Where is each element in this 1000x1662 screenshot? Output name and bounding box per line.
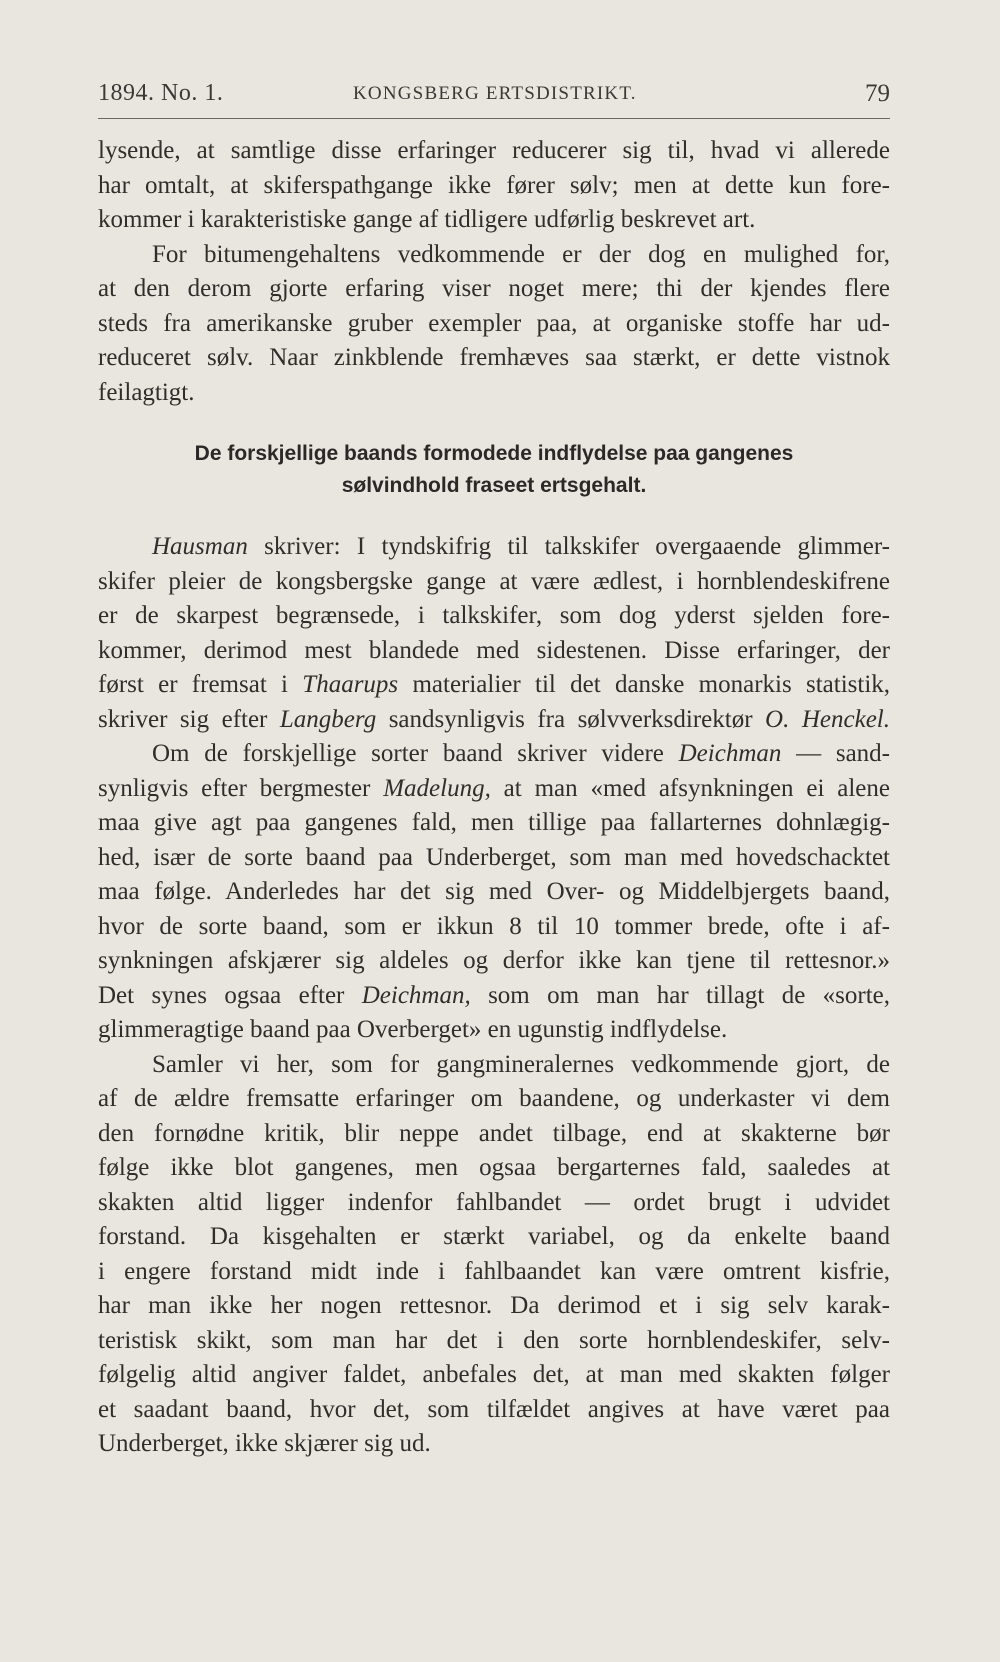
text-line: skakten altid ligger indenfor fahlbandet — ordet brugt i udvidet — [98, 1188, 890, 1216]
header-running-title: KONGSBERG ERTSDISTRIKT. — [353, 83, 637, 104]
header-rule — [98, 118, 890, 119]
text-line: reduceret sølv. Naar zinkblende fremhæves saa stærkt, er dette vistnok — [98, 344, 890, 371]
text-span: Om de forskjellige sorter baand skriver videre — [152, 740, 679, 767]
text-line: af de ældre fremsatte erfaringer om baandene, og underkaster vi dem — [98, 1085, 890, 1112]
text-line: steds fra amerikanske gruber exempler paa, at organiske stoffe har ud- — [98, 309, 890, 337]
text-line: For bitumengehaltens vedkommende er der dog en mulighed for, — [152, 240, 890, 268]
author-name: Madelung, — [383, 774, 491, 802]
text-line: hvor de sorte baand, som er ikkun 8 til 10 tommer brede, ofte i af- — [98, 912, 890, 940]
text-line — [98, 737, 890, 772]
text-span: som om man har tillagt de «sorte, — [470, 981, 890, 1009]
author-name: O. Henckel. — [765, 705, 890, 733]
text-span: materialier til det danske monarkis statistik, — [398, 671, 890, 698]
text-line — [98, 668, 890, 703]
text-span: — sand- — [781, 740, 890, 767]
paragraph-4 — [98, 737, 890, 1048]
text-span: sandsynligvis fra sølvverksdirektør — [376, 705, 766, 733]
author-name: Deichman, — [361, 981, 471, 1009]
page-number: 79 — [865, 80, 890, 107]
text-line: feilagtigt. — [98, 378, 195, 406]
text-line: skifer pleier de kongsbergske gange at være ædlest, i hornblendeskifrene — [98, 567, 890, 595]
text-line: kommer, derimod mest blandede med sidestenen. Disse erfaringer, der — [98, 636, 890, 664]
text-line: i engere forstand midt inde i fahlbaandet kan være omtrent kisfrie, — [98, 1257, 890, 1285]
text-span: Det synes ogsaa efter — [98, 981, 362, 1009]
text-line: maa give agt paa gangenes fald, men tillige paa fallarternes dohnlægig- — [98, 809, 890, 836]
text-line: har omtalt, at skiferspathgange ikke fører sølv; men at dette kun fore- — [98, 171, 890, 199]
text-line: teristisk skikt, som man har det i den sorte hornblendeskifer, selv- — [98, 1326, 890, 1354]
text-line: at den derom gjorte erfaring viser noget mere; thi der kjendes flere — [98, 275, 890, 302]
text-line: følge ikke blot gangenes, men ogsaa bergarternes fald, saaledes at — [98, 1154, 890, 1181]
text-line — [98, 530, 890, 565]
text-line: lysende, at samtlige disse erfaringer reducerer sig til, hvad vi allerede — [98, 137, 890, 164]
text-line: glimmeragtige baand paa Overberget» en ugunstig indflydelse. — [98, 1016, 728, 1043]
text-line: er de skarpest begrænsede, i talkskifer, som dog yderst sjelden fore- — [98, 602, 890, 629]
text-line: et saadant baand, hvor det, som tilfældet angives at have været paa — [98, 1395, 890, 1423]
text-line: følgelig altid angiver faldet, anbefales det, at man med skakten følger — [98, 1361, 890, 1388]
text-span: at man «med afsynkningen ei alene — [490, 774, 890, 802]
text-span: skriver: I tyndskifrig til talkskifer overgaaende glimmer- — [247, 533, 890, 560]
page-header — [98, 78, 890, 118]
text-line: synkningen afskjærer sig aldeles og derfor ikke kan tjene til rettesnor.» — [98, 947, 890, 974]
body-text — [98, 134, 890, 1462]
text-line — [98, 772, 890, 807]
text-line: den fornødne kritik, blir neppe andet tilbage, end at skakterne bør — [98, 1119, 890, 1147]
text-span: synligvis efter bergmester — [98, 774, 384, 802]
paragraph-1 — [98, 134, 890, 238]
section-heading — [98, 438, 890, 502]
author-name: Deichman — [678, 740, 782, 767]
paragraph-5 — [98, 1048, 890, 1462]
header-year-number: 1894. No. 1. — [98, 80, 224, 106]
section-heading-line: De forskjellige baands formodede indflydelse paa gangenes — [194, 442, 794, 465]
text-line: Underberget, ikke skjærer sig ud. — [98, 1430, 431, 1457]
text-line: har man ikke her nogen rettesnor. Da derimod et i sig selv karak- — [98, 1292, 890, 1319]
text-span: først er fremsat i — [98, 671, 303, 698]
paragraph-2 — [98, 238, 890, 411]
author-name: Hausman — [152, 533, 248, 560]
text-line: forstand. Da kisgehalten er stærkt variabel, og da enkelte baand — [98, 1223, 890, 1250]
paragraph-3 — [98, 530, 890, 737]
author-name: Langberg — [279, 705, 377, 733]
section-heading-line: sølvindhold fraseet ertsgehalt. — [341, 474, 647, 497]
text-line: maa følge. Anderledes har det sig med Over- og Middelbjergets baand, — [98, 878, 890, 905]
text-line — [98, 703, 890, 738]
text-line: hed, især de sorte baand paa Underberget, som man med hovedschacktet — [98, 843, 890, 871]
text-line — [98, 979, 890, 1014]
text-line: Samler vi her, som for gangmineralernes vedkommende gjort, de — [152, 1050, 890, 1078]
text-span: skriver sig efter — [98, 705, 280, 733]
author-name: Thaarups — [302, 671, 399, 698]
text-line: kommer i karakteristiske gange af tidligere udførlig beskrevet art. — [98, 206, 756, 233]
